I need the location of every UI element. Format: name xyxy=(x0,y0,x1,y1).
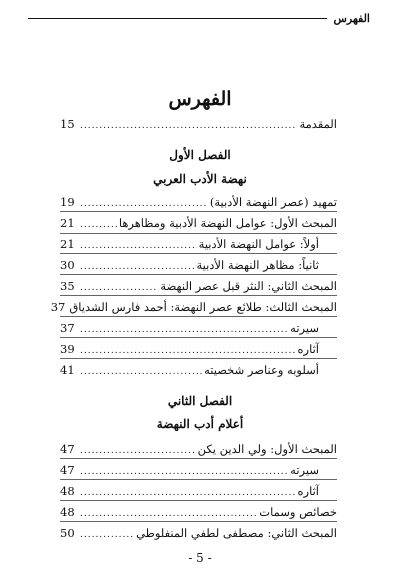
separator xyxy=(60,316,337,317)
toc-entry[interactable] xyxy=(60,504,337,522)
separator xyxy=(60,500,337,501)
dot-leader xyxy=(80,527,134,543)
chapter-heading: الفصل الثاني xyxy=(167,394,233,408)
toc-entry-label: المبحث الأول: عوامل النهضة الأدبية ومظاهرها xyxy=(118,216,337,230)
toc-entry-label: سيرته xyxy=(290,321,319,335)
dot-leader xyxy=(80,464,288,480)
toc-entry-page: 48 xyxy=(60,505,75,519)
dot-leader xyxy=(80,485,296,501)
chapter-subtitle: نهضة الأدب العربي xyxy=(153,172,247,186)
toc-entry[interactable] xyxy=(60,320,337,338)
header-rule xyxy=(28,18,327,19)
toc-entry-page: 21 xyxy=(60,216,75,230)
dot-leader xyxy=(80,217,117,233)
dot-leader xyxy=(80,364,202,380)
toc-entry-label: آثاره xyxy=(297,342,319,356)
toc-entry[interactable] xyxy=(60,462,337,480)
dot-leader xyxy=(80,259,194,275)
running-header xyxy=(28,12,370,25)
toc-entry-label: المبحث الثاني: النثر قبل عصر النهضة xyxy=(160,279,337,293)
toc-entry-label: المقدمة xyxy=(299,117,337,131)
running-header-label: الفهرس xyxy=(333,12,370,25)
dot-leader xyxy=(80,343,296,359)
toc-entry-page: 39 xyxy=(60,342,75,356)
toc-entry-page: 19 xyxy=(60,195,75,209)
toc-entry-page: 37 xyxy=(50,300,66,314)
dot-leader xyxy=(80,443,196,459)
toc-entry-page: 37 xyxy=(60,321,75,335)
toc-entry-page: 41 xyxy=(60,363,75,377)
toc-entry-page: 47 xyxy=(60,463,75,477)
toc-entry[interactable] xyxy=(60,341,337,359)
separator xyxy=(60,479,337,480)
toc-entry-label: أسلوبه وعناصر شخصيته xyxy=(204,363,319,377)
toc-entry[interactable] xyxy=(60,215,337,233)
toc-entry[interactable] xyxy=(60,483,337,501)
toc-entry-label: المبحث الثالث: طلائع عصر النهضة: أحمد فارس الشدياق xyxy=(69,300,337,314)
toc-entry[interactable] xyxy=(60,236,337,254)
toc-entry-introduction[interactable] xyxy=(60,116,337,134)
toc-entry[interactable] xyxy=(60,194,337,212)
dot-leader xyxy=(80,196,208,212)
toc-entry[interactable] xyxy=(60,362,337,380)
chapter-heading: الفصل الأول xyxy=(169,148,231,162)
dot-leader xyxy=(80,280,158,296)
toc-entry-label: خصائص وسمات xyxy=(259,505,337,519)
toc-entry-label: ثانياً: مظاهر النهضة الأدبية xyxy=(196,258,319,272)
separator xyxy=(60,211,337,212)
separator xyxy=(60,337,337,338)
toc-entry-label: آثاره xyxy=(297,484,319,498)
separator xyxy=(60,233,337,234)
toc-title: الفهرس xyxy=(168,88,232,110)
separator xyxy=(60,274,337,275)
toc-entry-page: 47 xyxy=(60,442,75,456)
toc-entry-label: سيرته xyxy=(290,463,319,477)
toc-entry-label: أولاً: عوامل النهضة الأدبية xyxy=(198,237,319,251)
toc-entry-page: 21 xyxy=(60,237,75,251)
chapter-subtitle: أعلام أدب النهضة xyxy=(156,417,244,431)
separator xyxy=(60,458,337,459)
separator xyxy=(60,521,337,522)
toc-entry-label: المبحث الأول: ولي الدين يكن xyxy=(197,442,337,456)
toc-entry-label: تمهيد (عصر النهضة الأدبية) xyxy=(209,195,337,209)
toc-entry-label: المبحث الثاني: مصطفى لطفي المنفلوطي xyxy=(136,526,337,540)
toc-entry[interactable] xyxy=(60,441,337,459)
page-number: - 5 - xyxy=(188,551,212,565)
toc-entry[interactable] xyxy=(60,525,337,543)
toc-entry-page: 35 xyxy=(60,279,75,293)
toc-entry[interactable] xyxy=(50,299,337,317)
toc-entry[interactable] xyxy=(60,257,337,275)
separator xyxy=(60,295,337,296)
toc-entry-page: 15 xyxy=(60,117,75,131)
separator xyxy=(60,358,337,359)
dot-leader xyxy=(80,238,197,254)
toc-entry-page: 30 xyxy=(60,258,75,272)
toc-entry-page: 48 xyxy=(60,484,75,498)
separator xyxy=(60,253,337,254)
dot-leader xyxy=(80,506,257,522)
dot-leader xyxy=(80,118,297,134)
toc-entry-page: 50 xyxy=(60,526,75,540)
dot-leader xyxy=(80,322,288,338)
toc-entry[interactable] xyxy=(60,278,337,296)
